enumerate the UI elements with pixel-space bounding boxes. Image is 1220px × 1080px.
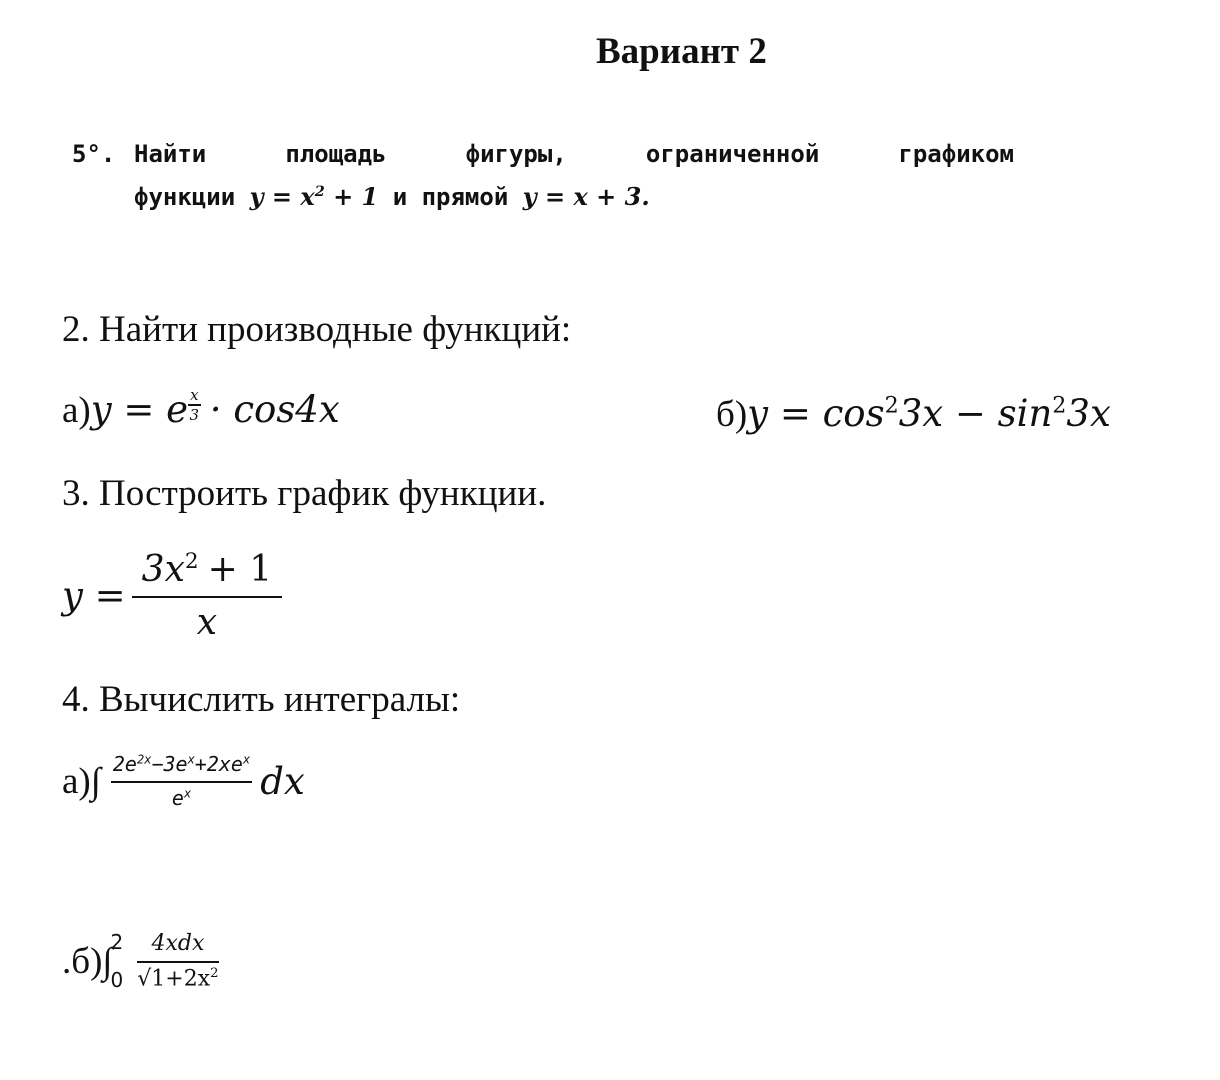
task2-a [62,386,340,432]
problem5-prefix: функции [134,183,236,211]
task2-a-label: а) [62,390,91,431]
task4-a [62,752,305,810]
task3-lhs: y = [62,574,126,617]
task2-b-part: y = cos [747,392,885,435]
task4-a-dx: dx [260,759,305,803]
task4-b-upper: 2 [110,930,124,954]
problem5-word: ограниченной [645,140,820,168]
problem5-line2 [134,182,650,211]
problem5-word: графиком [898,140,1014,168]
task2-a-rest: · cos4x [209,388,340,431]
task4-heading: 4. Вычислить интегралы: [62,679,461,720]
problem5-eq2: y = x + 3. [522,182,650,211]
task4-b-lower: 0 [110,968,124,992]
task2-b-part: 3x [1066,392,1111,435]
problem5-line1 [134,140,1014,168]
problem5-number: 5°. [72,140,116,168]
task2-a-exponent: $\frac{x}{3}$ [189,386,200,424]
task4-b [62,930,219,992]
task2-b-exp: 2 [1052,392,1067,419]
task4-a-label: а)∫ [62,760,101,802]
task4-b-label: .б)∫ [62,940,113,982]
task2-heading: 2. Найти производные функций: [62,309,572,350]
problem5-middle: и прямой [392,183,509,211]
task4-a-fraction: $\frac{2e^{2x}-3e^x+2xe^x}{e^x}$ [112,752,251,810]
task4-b-fraction: $\frac{\text{4xdx}}{√1+2x^2}$ [137,930,219,992]
task3-formula [62,548,282,643]
task3-heading: 3. Построить график функции. [62,473,547,514]
task4-b-limits [111,930,124,992]
problem5-word: фигуры, [465,140,567,168]
task2-b-part: 3x − sin [898,392,1053,435]
task2-b-exp: 2 [884,392,899,419]
problem5-eq1: $y = x^2 + 1$ [249,182,379,211]
task2-b [716,392,1111,436]
task2-a-lhs: y = e [90,388,189,431]
problem5-word: Найти [134,140,207,168]
task3-fraction: $\frac{3x^2 + 1}{x}$ [132,548,282,643]
task2-b-label: б) [716,394,748,435]
problem5-word: площадь [285,140,387,168]
page-title: Вариант 2 [596,31,767,72]
